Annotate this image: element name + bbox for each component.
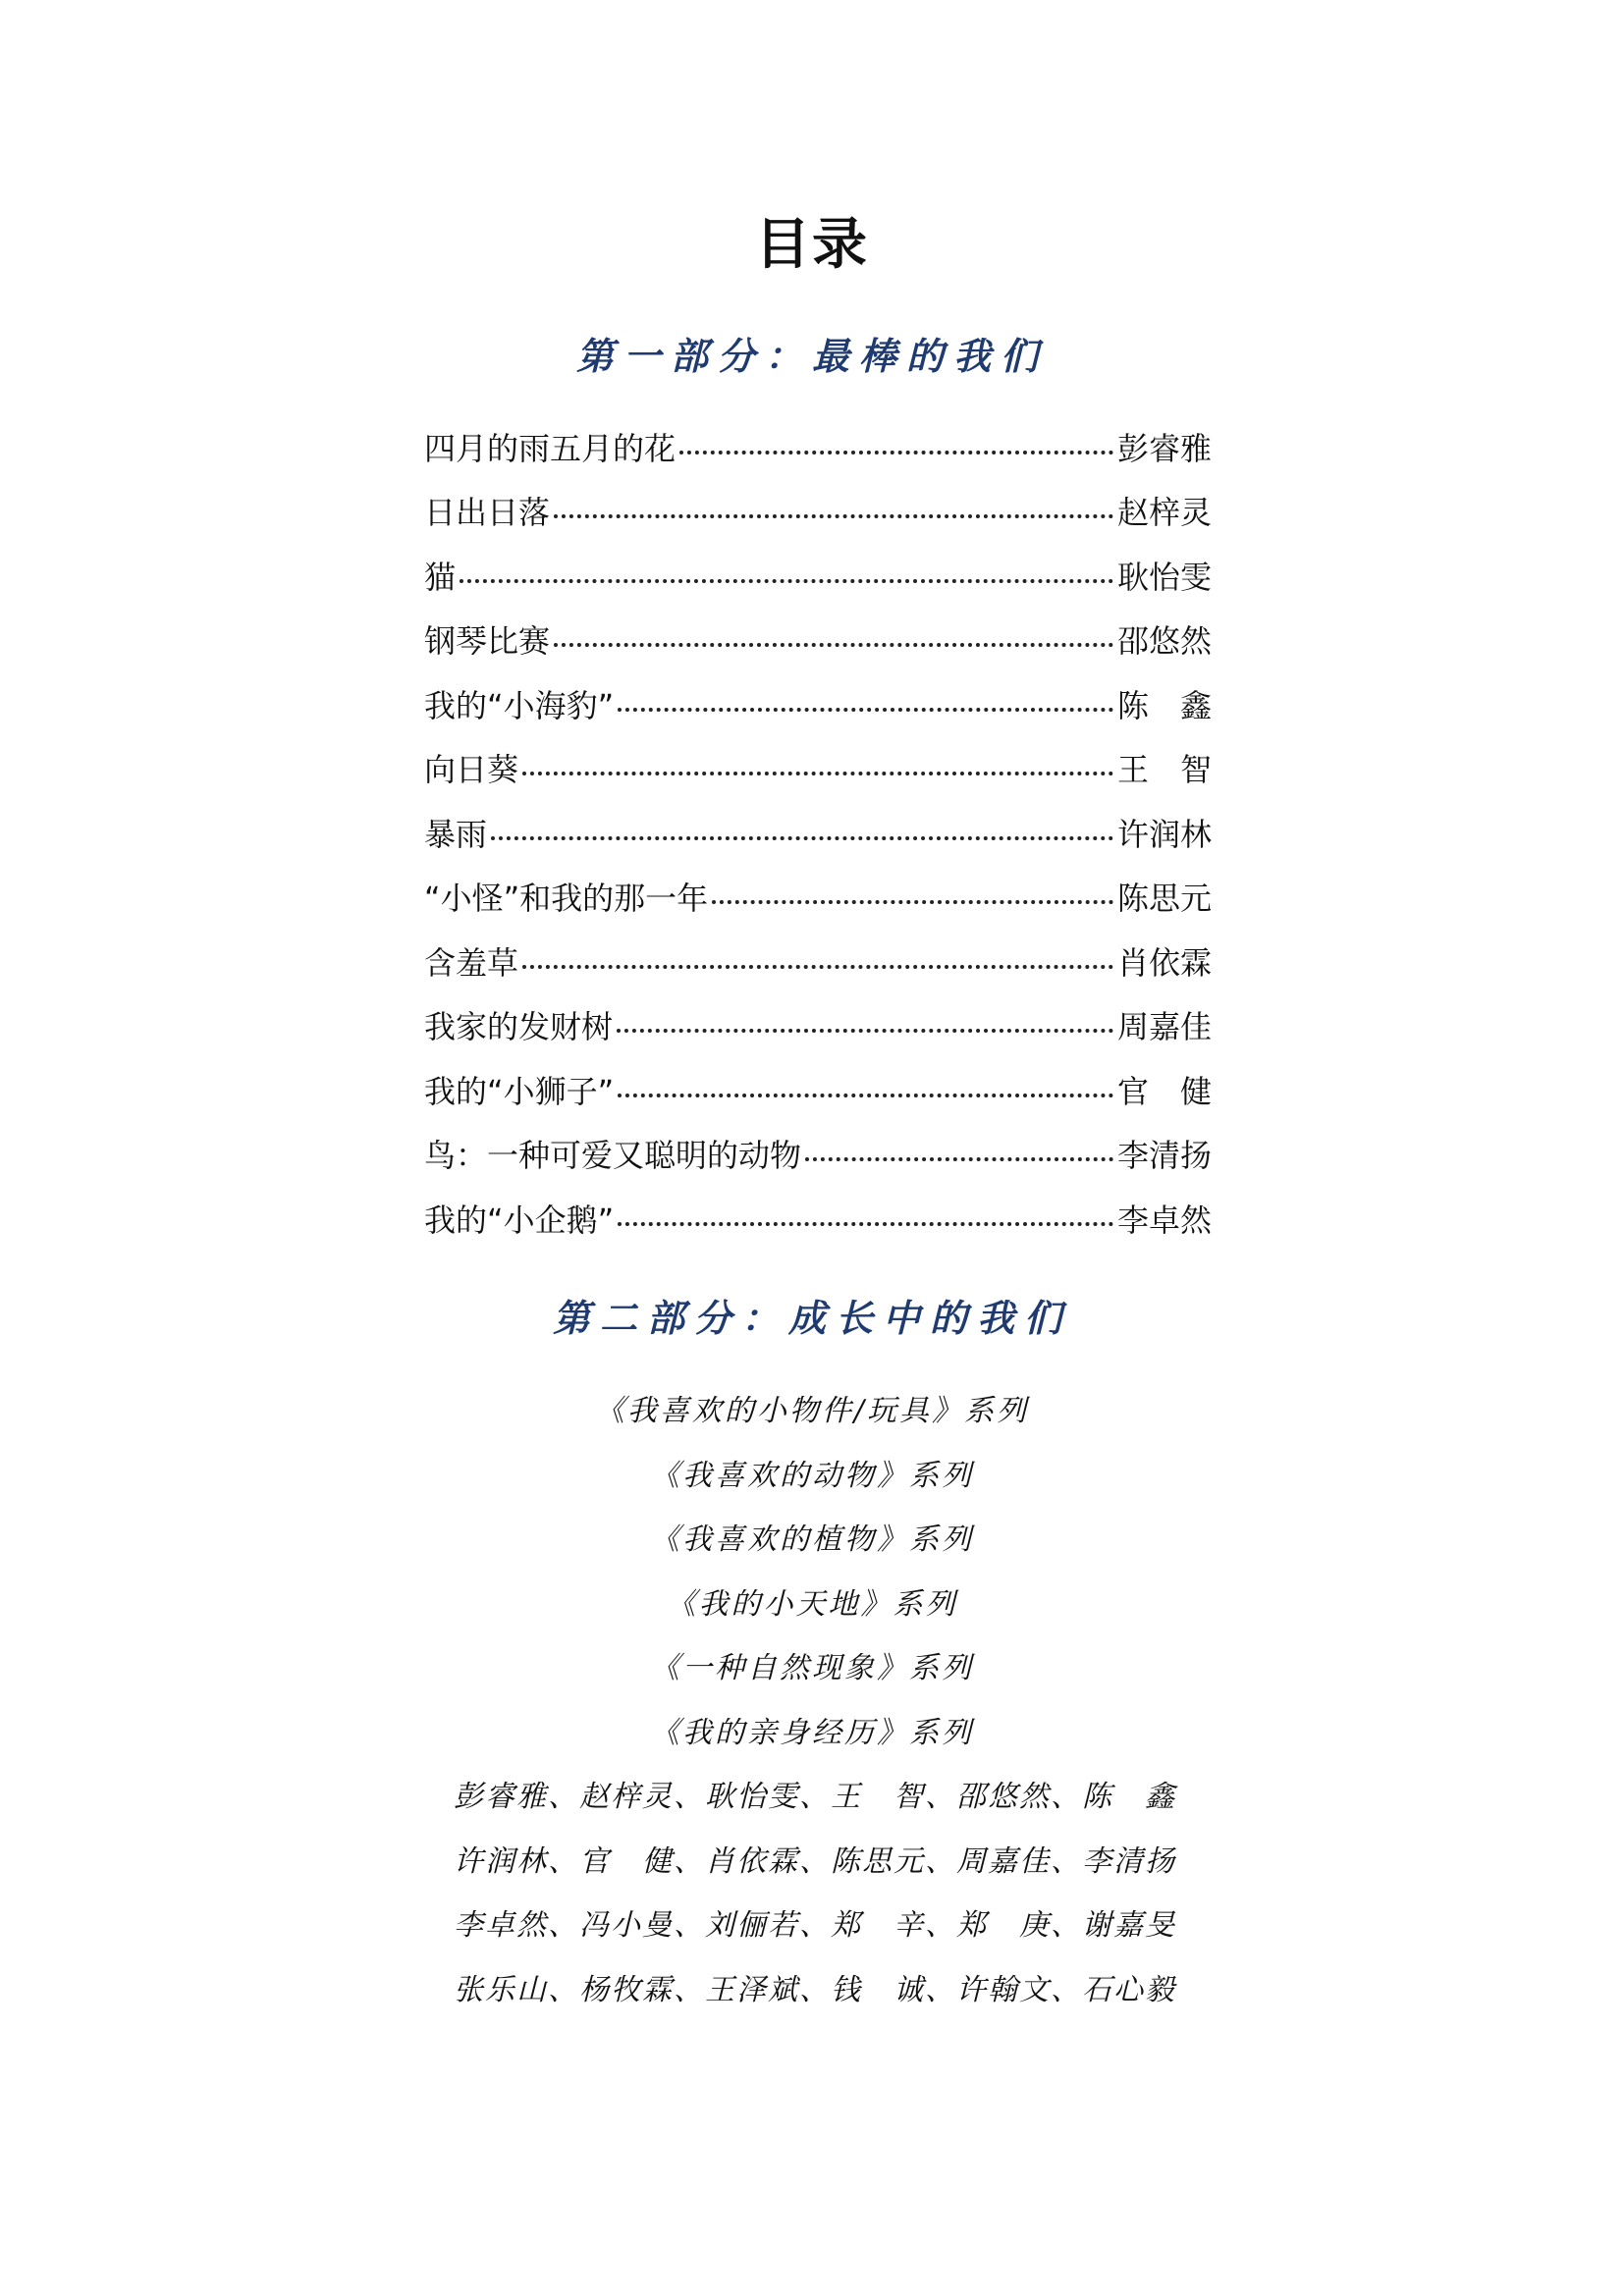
toc-leader-dots (522, 965, 1113, 969)
toc-entry (424, 1186, 1212, 1251)
toc-entry-author: 陈 鑫 (1116, 686, 1212, 724)
page-title: 目录 (755, 213, 869, 277)
toc-entry (424, 608, 1212, 672)
toc-entry-author: 陈思元 (1116, 880, 1212, 918)
part2-heading: 第二部分：成长中的我们 (552, 1296, 1071, 1340)
series-item: 《我的亲身经历》系列 (650, 1715, 974, 1750)
author-names-line: 张乐山、杨牧霖、王泽斌、钱 诚、许翰文、石心毅 (454, 1972, 1176, 2007)
toc-entry-title: 猫 (424, 558, 457, 596)
toc-entry-title: 含羞草 (424, 943, 519, 982)
toc-leader-dots (712, 900, 1113, 904)
toc-entry (424, 929, 1212, 993)
toc-entry-title: 我的“小企鹅” (424, 1201, 615, 1239)
toc-leader-dots (618, 1094, 1113, 1097)
toc-entry-title: 日出日落 (424, 494, 551, 532)
series-item: 《我喜欢的植物》系列 (650, 1522, 974, 1557)
toc-entry-author: 肖依霖 (1116, 943, 1212, 982)
toc-entry (424, 671, 1212, 736)
toc-entry-author: 李卓然 (1116, 1201, 1212, 1239)
toc-entry-title: 我的“小狮子” (424, 1072, 615, 1110)
series-item: 《我喜欢的动物》系列 (650, 1458, 974, 1493)
toc-entry (424, 1122, 1212, 1187)
toc-entry-author: 邵悠然 (1116, 622, 1212, 661)
toc-entry (424, 993, 1212, 1058)
toc-leader-dots (617, 1029, 1113, 1033)
toc-leader-dots (491, 836, 1113, 840)
toc-entry-author: 王 智 (1116, 751, 1212, 789)
toc-leader-dots (618, 708, 1113, 712)
toc-entry-title: 鸟：一种可爱又聪明的动物 (424, 1137, 802, 1175)
series-item: 《我的小天地》系列 (666, 1586, 958, 1622)
series-item: 《一种自然现象》系列 (650, 1651, 974, 1685)
toc-entry (424, 479, 1212, 544)
toc-entry-author: 许润林 (1116, 815, 1212, 853)
toc-entry-author: 周嘉佳 (1116, 1008, 1212, 1046)
toc-entry-author: 耿怡雯 (1116, 558, 1212, 596)
toc-entry (424, 800, 1212, 865)
part1-toc-list (424, 414, 1212, 1251)
part1-heading: 第一部分：最棒的我们 (575, 334, 1048, 378)
toc-entry-title: “小怪”和我的那一年 (424, 880, 709, 918)
toc-entry (424, 543, 1212, 608)
toc-entry-title: 我家的发财树 (424, 1008, 614, 1046)
author-names-line: 李卓然、冯小曼、刘俪若、郑 辛、郑 庚、谢嘉旻 (454, 1908, 1176, 1943)
toc-entry (424, 736, 1212, 801)
part2-author-names (432, 1765, 1198, 2022)
toc-leader-dots (460, 579, 1113, 583)
toc-entry-author: 官 健 (1116, 1072, 1212, 1110)
toc-leader-dots (805, 1157, 1113, 1161)
toc-leader-dots (554, 643, 1113, 647)
toc-leader-dots (554, 514, 1113, 518)
toc-entry-title: 我的“小海豹” (424, 686, 615, 724)
toc-entry-author: 彭睿雅 (1116, 429, 1212, 467)
toc-entry-author: 李清扬 (1116, 1137, 1212, 1175)
toc-leader-dots (679, 451, 1113, 454)
part2-series-list (0, 1379, 1624, 1765)
series-item: 《我喜欢的小物件/玩具》系列 (594, 1394, 1030, 1428)
toc-entry-author: 赵梓灵 (1116, 494, 1212, 532)
toc-entry (424, 414, 1212, 479)
toc-entry-title: 四月的雨五月的花 (424, 429, 677, 467)
author-names-line: 彭睿雅、赵梓灵、耿怡雯、王 智、邵悠然、陈 鑫 (454, 1780, 1176, 1814)
author-names-line: 许润林、官 健、肖依霖、陈思元、周嘉佳、李清扬 (454, 1843, 1176, 1879)
toc-entry-title: 暴雨 (424, 815, 488, 853)
toc-leader-dots (618, 1222, 1113, 1226)
toc-entry-title: 钢琴比赛 (424, 622, 551, 661)
toc-entry (424, 1057, 1212, 1122)
toc-entry-title: 向日葵 (424, 751, 519, 789)
toc-leader-dots (522, 772, 1113, 775)
toc-entry (424, 865, 1212, 930)
